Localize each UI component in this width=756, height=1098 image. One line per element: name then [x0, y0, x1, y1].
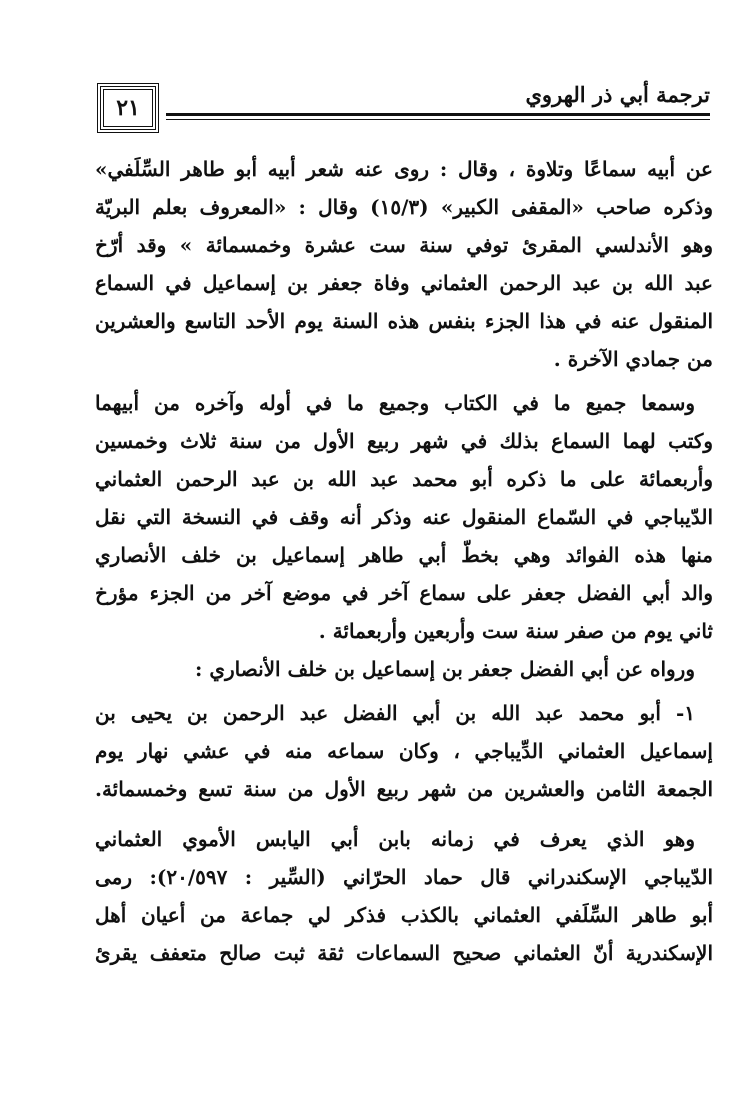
text-line: عبد الله بن عبد الرحمن العثماني وفاة جعفر بن إسماعيل في السماع	[95, 271, 713, 295]
text-line: من جمادي الآخرة .	[553, 347, 713, 371]
text-line: والد أبي الفضل جعفر على سماع آخر في موضع آخر من الجزء مؤرخ	[95, 581, 713, 605]
text-line: ١- أبو محمد عبد الله بن أبي الفضل عبد الرحمن بن يحيى بن	[95, 701, 695, 725]
text-line: وأربعمائة على ما ذكره أبو محمد عبد الله بن عبد الرحمن العثماني	[95, 467, 713, 491]
text-line: ثاني يوم من صفر سنة ست وأربعين وأربعمائة .	[318, 619, 713, 643]
paragraph-5	[95, 820, 713, 972]
header-rule-thick	[166, 113, 710, 116]
text-line: المنقول عنه في هذا الجزء بنفس هذه السنة يوم الأحد التاسع والعشرين	[95, 309, 713, 333]
body-text	[95, 150, 713, 972]
text-line: الدّيباجي الإسكندراني قال حماد الحرّاني (السِّير : ٢٠/٥٩٧): رمى	[95, 865, 713, 889]
page-header	[100, 80, 710, 138]
text-line: الإسكندرية أنّ العثماني صحيح السماعات ثقة ثبت صالح متعفف يقرئ	[95, 941, 713, 965]
paragraph-4	[95, 694, 713, 808]
page-number: ٢١	[100, 86, 156, 130]
paragraph-gap	[95, 808, 713, 820]
text-line: وذكره صاحب «المقفى الكبير» (١٥/٣) وقال : «المعروف بعلم البريّة	[95, 195, 713, 219]
text-line: منها هذه الفوائد وهي بخطّ أبي طاهر إسماعيل بن خلف الأنصاري	[95, 543, 713, 567]
text-line: وهو الأندلسي المقرئ توفي سنة ست عشرة وخمسمائة » وقد أرّخ	[95, 233, 713, 257]
running-title: ترجمة أبي ذر الهروي	[525, 82, 710, 107]
paragraph-2	[95, 384, 713, 650]
text-line: الدّيباجي في السّماع المنقول عنه وذكر أنه وقف في النسخة التي نقل	[95, 505, 713, 529]
text-line: وكتب لهما السماع بذلك في شهر ربيع الأول من سنة ثلاث وخمسين	[95, 429, 713, 453]
text-line: وسمعا جميع ما في الكتاب وجميع ما في أوله وآخره من أبيهما	[95, 391, 695, 415]
text-line: وهو الذي يعرف في زمانه بابن أبي اليابس الأموي العثماني	[95, 827, 695, 851]
paragraph-1	[95, 150, 713, 378]
text-line: إسماعيل العثماني الدِّيباجي ، وكان سماعه منه في عشي نهار يوم	[95, 739, 713, 763]
text-line: ورواه عن أبي الفضل جعفر بن إسماعيل بن خلف الأنصاري :	[194, 657, 695, 681]
text-line: الجمعة الثامن والعشرين من شهر ربيع الأول من سنة تسع وخمسمائة.	[95, 777, 713, 801]
header-rule-thin	[166, 119, 710, 120]
paragraph-3	[95, 650, 713, 688]
text-line: عن أبيه سماعًا وتلاوة ، وقال : روى عنه شعر أبيه أبو طاهر السِّلَفي»	[95, 157, 713, 181]
text-line: أبو طاهر السِّلَفي العثماني بالكذب فذكر لي جماعة من أعيان أهل	[95, 903, 713, 927]
